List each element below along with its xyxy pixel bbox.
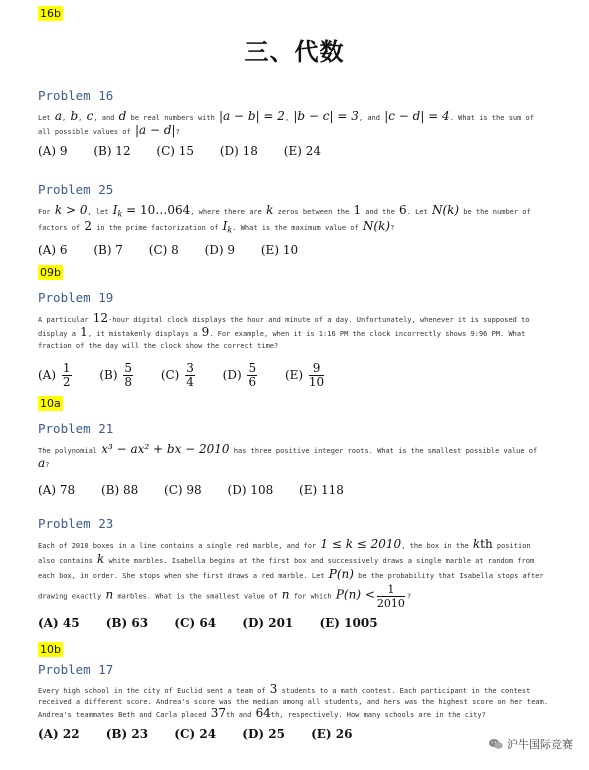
choice-b: (B) 88: [100, 483, 139, 497]
fraction: [377, 583, 405, 610]
denominator: 2: [62, 375, 71, 389]
math-var: n: [105, 587, 114, 602]
math-expr: N(k): [362, 219, 391, 234]
problem-statement: [38, 312, 548, 352]
math-number: 37: [210, 706, 227, 720]
fraction: [247, 362, 257, 389]
choice-a: (A) 9: [38, 144, 68, 158]
denominator: 10: [308, 375, 325, 389]
math-number: 64: [255, 706, 271, 720]
text: white marbles. Isabella begins at the first box and successively draws a single marble at random from each box, in order. She stops when she first draws a red marble. Let: [38, 557, 535, 580]
text: be real numbers with: [126, 114, 220, 122]
choice-c: (C) 8: [148, 242, 179, 257]
math-number: 6: [399, 203, 407, 217]
math-expr: |c − d| = 4: [384, 109, 450, 123]
math-var: k: [472, 537, 481, 551]
choice-a: [38, 361, 74, 389]
text: th, respectively. How many schools are in the city?: [270, 711, 486, 719]
choice-b: (B) 63: [105, 616, 149, 630]
text: Let: [38, 114, 55, 122]
math-var: n: [281, 587, 290, 602]
math-var: b: [70, 109, 79, 123]
math-expr: k > 0: [54, 203, 88, 217]
text: . Let: [406, 208, 432, 216]
problem-title: Problem 19: [38, 290, 114, 305]
choice-b: (B) 12: [93, 144, 131, 158]
math-expr: x³ − ax² + bx − 2010: [101, 442, 230, 456]
math-expr: |a − d|: [134, 123, 176, 137]
math-number: 1: [80, 325, 88, 339]
choice-d: (D) 25: [242, 727, 285, 741]
math-var: k: [266, 203, 274, 217]
text: Each of 2010 boxes in a line contains a single red marble, and for: [38, 542, 321, 550]
choice-d: (D) 201: [242, 616, 294, 630]
choice-c: (C) 98: [164, 483, 202, 497]
text: be the probability that Isabella stops after drawing exactly: [38, 572, 544, 601]
text: position also contains: [38, 542, 531, 565]
math-number: 1: [353, 203, 362, 217]
problem-title: Problem 17: [38, 662, 114, 677]
math-expr: N(k): [431, 203, 460, 217]
problem-statement: [38, 538, 548, 610]
choice-e: (E) 10: [260, 242, 299, 257]
answer-choices: [38, 362, 548, 389]
math-number: 3: [269, 682, 278, 696]
text: ,: [62, 114, 71, 122]
choice-a: (A) 6: [38, 242, 68, 257]
text: , and: [358, 114, 385, 122]
numerator: 5: [248, 361, 257, 375]
text: ,: [78, 114, 87, 122]
numerator: 1: [377, 583, 405, 597]
problem-title: Problem 16: [38, 88, 114, 103]
choice-a: (A) 78: [38, 483, 76, 497]
math-var: k: [97, 552, 105, 566]
denominator: 6: [248, 375, 257, 389]
fraction: [123, 362, 133, 389]
problem-16: [38, 88, 548, 158]
text: , where there are: [190, 208, 267, 216]
text: , it mistakenly displays a: [87, 330, 202, 338]
section-tag-16b: 16b: [40, 7, 61, 20]
numerator: 3: [186, 361, 194, 375]
problem-21: [38, 421, 548, 497]
choice-d: (D) 108: [227, 483, 274, 497]
denominator: 4: [186, 375, 194, 389]
math-var: c: [86, 109, 94, 123]
text: ?: [406, 592, 412, 601]
text: -hour digital clock displays the hour and minute of a day. Unfortunately, whenever it is supposed to display a: [38, 316, 530, 338]
choice-c: [160, 361, 197, 389]
watermark-text: 沪牛国际竞赛: [507, 738, 573, 751]
math-expr: = 10…064: [122, 203, 191, 217]
text: ?: [390, 224, 395, 233]
math-expr: 1 ≤ k ≤ 2010: [320, 537, 402, 551]
choice-e: (E) 26: [311, 727, 353, 741]
text: The polynomial: [38, 447, 102, 455]
math-number: 2: [84, 219, 92, 234]
choice-d: (D) 9: [204, 242, 236, 257]
wechat-icon: [489, 738, 503, 750]
math-expr: |a − b| = 2: [219, 109, 285, 123]
choice-e: (E) 1005: [319, 616, 378, 630]
text: and the: [361, 208, 400, 216]
choice-label: (C): [160, 368, 180, 382]
text: . What is the sum of all possible values of: [38, 114, 534, 136]
text: ?: [175, 128, 180, 136]
math-number: 12: [92, 311, 109, 325]
choice-c: (C) 15: [156, 144, 195, 158]
text: , let: [87, 208, 113, 216]
text: in the prime factorization of: [92, 224, 223, 233]
section-tag-10b: 10b: [40, 643, 61, 656]
choice-a: (A) 45: [38, 616, 80, 630]
math-expr: P(n): [328, 567, 354, 581]
problem-title: Problem 21: [38, 421, 114, 436]
math-var: a: [54, 109, 63, 123]
text: ?: [45, 461, 50, 469]
math-sub: k: [227, 225, 233, 235]
answer-choices: [38, 616, 548, 630]
choice-d: (D) 18: [219, 144, 258, 158]
choice-b: (B) 7: [93, 242, 123, 257]
choice-e: [284, 361, 326, 389]
section-tag-09b: 09b: [40, 266, 61, 279]
choice-b: [99, 361, 135, 389]
choice-d: [222, 361, 259, 389]
choice-label: (E): [284, 368, 304, 382]
choice-c: (C) 64: [174, 616, 217, 630]
problem-statement: [38, 110, 548, 138]
text: . What is the maximum value of: [232, 224, 363, 233]
numerator: 5: [124, 361, 132, 375]
fraction: [62, 362, 72, 389]
choice-c: (C) 24: [174, 727, 217, 741]
math-expr: th: [480, 537, 493, 551]
text: has three positive integer roots. What is the smallest possible value of: [229, 447, 538, 455]
denominator: 8: [124, 375, 132, 389]
problem-19: [38, 290, 548, 389]
choice-e: (E) 24: [283, 144, 321, 158]
math-expr: |b − c| = 3: [293, 109, 359, 123]
math-expr: P(n) <: [335, 587, 375, 602]
math-var: I: [222, 219, 228, 234]
watermark: [489, 736, 573, 752]
choice-label: (B): [99, 368, 118, 382]
problem-title: Problem 23: [38, 516, 114, 531]
math-sub: k: [117, 209, 123, 219]
problem-statement: [38, 684, 548, 721]
text: A particular: [38, 316, 93, 324]
top-border: [0, 0, 589, 3]
math-var: I: [112, 203, 118, 217]
text: marbles. What is the smallest value of: [113, 592, 282, 601]
text: For: [38, 208, 55, 216]
text: ,: [284, 114, 294, 122]
problem-17: [38, 662, 548, 741]
choice-b: (B) 23: [105, 727, 149, 741]
problem-25: [38, 182, 548, 257]
math-var: d: [118, 109, 127, 123]
answer-choices: [38, 144, 548, 158]
denominator: 2010: [376, 597, 405, 610]
text: Every high school in the city of Euclid sent a team of: [38, 687, 270, 695]
problem-23: [38, 516, 548, 630]
text: , the box in the: [401, 542, 473, 550]
text: , and: [93, 114, 119, 122]
fraction: [185, 362, 195, 389]
text: students to a math contest. Each participant in the contest received a different score. Andrea's score was the median among all students, and hers was the highest score on her team. Andrea's teammates Beth and Carla placed: [38, 687, 548, 719]
problem-statement: [38, 204, 548, 237]
answer-choices: [38, 727, 548, 741]
choice-a: (A) 22: [38, 727, 80, 741]
page-title: 三、代数: [244, 38, 345, 66]
text: zeros between the: [273, 208, 354, 216]
numerator: 1: [62, 361, 71, 375]
fraction: [309, 362, 324, 389]
numerator: 9: [309, 362, 324, 376]
text: th and: [226, 711, 256, 719]
math-number: 9: [201, 325, 210, 339]
math-var: a: [38, 456, 46, 470]
answer-choices: [38, 483, 548, 497]
text: . For example, when it is 1:16 PM the clock incorrectly shows 9:96 PM. What fraction of the day will the clock show the correct time?: [38, 330, 526, 350]
choice-label: (A): [38, 368, 57, 382]
text: for which: [289, 592, 336, 601]
section-tag-10a: 10a: [40, 397, 61, 410]
problem-title: Problem 25: [38, 182, 114, 197]
choice-label: (D): [222, 368, 242, 382]
text: be the number of factors of: [38, 208, 531, 233]
problem-statement: [38, 443, 548, 471]
answer-choices: [38, 243, 548, 257]
choice-e: (E) 118: [299, 483, 344, 497]
